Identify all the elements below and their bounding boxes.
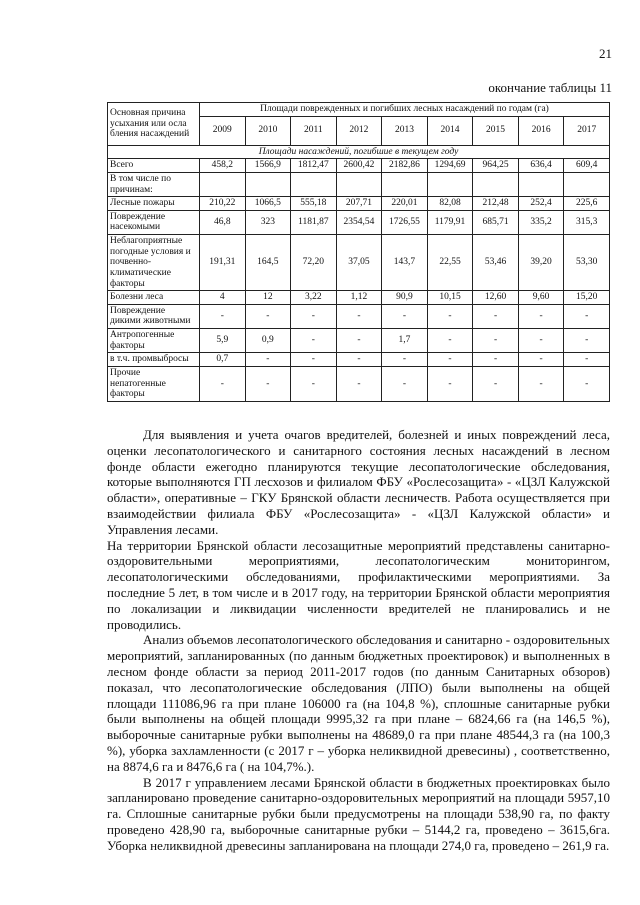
year-header: 2016 bbox=[518, 116, 564, 145]
year-header: 2015 bbox=[473, 116, 519, 145]
row-label: Неблагоприятные погодные условия и почвенно-климатические факторы bbox=[108, 235, 200, 291]
table-cell: 72,20 bbox=[291, 235, 337, 291]
table-cell: - bbox=[564, 329, 610, 353]
table-cell: - bbox=[473, 304, 519, 328]
table-cell: 225,6 bbox=[564, 197, 610, 211]
table-cell: 0,9 bbox=[245, 329, 291, 353]
table-cell: - bbox=[518, 329, 564, 353]
table-cell: - bbox=[382, 353, 428, 367]
table-cell: 2354,54 bbox=[336, 210, 382, 234]
table-cell: 964,25 bbox=[473, 159, 519, 173]
year-header: 2010 bbox=[245, 116, 291, 145]
table-cell bbox=[336, 172, 382, 196]
table-cell: 685,71 bbox=[473, 210, 519, 234]
table-cell: - bbox=[200, 366, 246, 401]
year-header: 2014 bbox=[427, 116, 473, 145]
table-cell: - bbox=[473, 366, 519, 401]
table-cell: 2182,86 bbox=[382, 159, 428, 173]
body-text bbox=[107, 427, 610, 854]
table-cell: 9,60 bbox=[518, 291, 564, 305]
table-cell: 22,55 bbox=[427, 235, 473, 291]
row-label: Болезни леса bbox=[108, 291, 200, 305]
row-label: Повреждение насекомыми bbox=[108, 210, 200, 234]
table-cell: 1066,5 bbox=[245, 197, 291, 211]
row-header-label: Основная причина усыхания или осла бления насаждений bbox=[108, 103, 200, 146]
table-cell: - bbox=[427, 366, 473, 401]
table-cell: - bbox=[291, 366, 337, 401]
data-table-container bbox=[107, 102, 610, 402]
table-cell: 12,60 bbox=[473, 291, 519, 305]
table-cell: 4 bbox=[200, 291, 246, 305]
table-cell: 53,30 bbox=[564, 235, 610, 291]
table-cell: - bbox=[245, 353, 291, 367]
table-cell: - bbox=[427, 329, 473, 353]
table-cell: - bbox=[564, 366, 610, 401]
row-label: Антропогенные факторы bbox=[108, 329, 200, 353]
row-label: в т.ч. промвыбросы bbox=[108, 353, 200, 367]
table-cell: - bbox=[336, 366, 382, 401]
table-row bbox=[108, 353, 610, 367]
table-cell: - bbox=[473, 329, 519, 353]
table-cell: 212,48 bbox=[473, 197, 519, 211]
table-cell: - bbox=[382, 304, 428, 328]
table-cell: 1726,55 bbox=[382, 210, 428, 234]
table-cell: 10,15 bbox=[427, 291, 473, 305]
year-header: 2011 bbox=[291, 116, 337, 145]
table-cell: - bbox=[291, 329, 337, 353]
table-row bbox=[108, 304, 610, 328]
table-cell: 3,22 bbox=[291, 291, 337, 305]
table-cell: - bbox=[336, 304, 382, 328]
page-number: 21 bbox=[599, 46, 612, 61]
table-cell: 82,08 bbox=[427, 197, 473, 211]
table-cell: 90,9 bbox=[382, 291, 428, 305]
table-row bbox=[108, 366, 610, 401]
row-label: Лесные пожары bbox=[108, 197, 200, 211]
table-cell: 1566,9 bbox=[245, 159, 291, 173]
table-cell: 164,5 bbox=[245, 235, 291, 291]
table-cell: 53,46 bbox=[473, 235, 519, 291]
group-header: Площади поврежденных и погибших лесных насаждений по годам (га) bbox=[200, 103, 610, 117]
table-cell: - bbox=[564, 353, 610, 367]
paragraph-3: Анализ объемов лесопатологического обследования и санитарно - оздоровительных мероприятий, запланированных (по данным бюджетных проектировок) и выполненных в лесном фонде области за период 2011-2017 годов (по данным Санитарных обзоров) показал, что лесопатологические обследования (ЛПО) были выполнены на общей площади 111086,96 га при плане 106000 га (на 104,8 %), сплошные санитарные рубки были выполнены на общей площади 9995,32 га при плане – 6824,66 га (на 146,5 %), выборочные санитарные рубки выполнены на 48689,0 га при плане 48544,3 га (на 100,3 %), уборка захламленности (с 2017 г – уборка неликвидной древесины) , соответственно, на 8874,6 га и 8476,6 га ( на 104,7%.). bbox=[107, 632, 610, 774]
table-row bbox=[108, 210, 610, 234]
table-cell: 252,4 bbox=[518, 197, 564, 211]
table-body bbox=[108, 145, 610, 401]
table-cell: 5,9 bbox=[200, 329, 246, 353]
table-cell: - bbox=[336, 353, 382, 367]
table-cell: 1181,87 bbox=[291, 210, 337, 234]
row-label: Всего bbox=[108, 159, 200, 173]
table-cell bbox=[382, 172, 428, 196]
table-caption: окончание таблицы 11 bbox=[488, 80, 612, 95]
table-cell: 323 bbox=[245, 210, 291, 234]
section-title-row bbox=[108, 145, 610, 159]
table-cell bbox=[245, 172, 291, 196]
row-label: Повреждение дикими животными bbox=[108, 304, 200, 328]
table-cell: 46,8 bbox=[200, 210, 246, 234]
table-cell: - bbox=[427, 353, 473, 367]
table-cell: 143,7 bbox=[382, 235, 428, 291]
table-cell bbox=[291, 172, 337, 196]
table-cell: 315,3 bbox=[564, 210, 610, 234]
paragraph-1: Для выявления и учета очагов вредителей, болезней и иных повреждений леса, оценки лесопатологического и санитарного состояния лесных насаждений в лесном фонде области ежегодно планируются текущие лесопатологические обследования, которые выполняются ГП лесхозов и филиалом ФБУ «Рослесозащита» - «ЦЗЛ Калужской области», оперативные – ГКУ Брянской области лесничеств. Работа осуществляется при взаимодействии филиала ФБУ «Рослесозащита» - «ЦЗЛ Калужской области» и Управления лесами. bbox=[107, 427, 610, 537]
table-cell: 636,4 bbox=[518, 159, 564, 173]
table-cell: 555,18 bbox=[291, 197, 337, 211]
table-cell: 1,7 bbox=[382, 329, 428, 353]
table-cell: - bbox=[518, 366, 564, 401]
paragraph-2: На территории Брянской области лесозащитные мероприятий представлены санитарно-оздоровительными мероприятиями, лесопатологическим мониторингом, лесопатологическими обследованиями, профилактическими мероприятиями. За последние 5 лет, в том числе и в 2017 году, на территории Брянской области мероприятия по локализации и ликвидации численности вредителей не планировались и не проводились. bbox=[107, 537, 610, 632]
table-cell: 191,31 bbox=[200, 235, 246, 291]
table-cell: 1812,47 bbox=[291, 159, 337, 173]
table-row bbox=[108, 291, 610, 305]
year-header: 2012 bbox=[336, 116, 382, 145]
table-cell: 2600,42 bbox=[336, 159, 382, 173]
table-cell: 1294,69 bbox=[427, 159, 473, 173]
table-cell: - bbox=[518, 304, 564, 328]
table-cell: - bbox=[200, 304, 246, 328]
table-row bbox=[108, 159, 610, 173]
table-cell: - bbox=[473, 353, 519, 367]
table-cell: 220,01 bbox=[382, 197, 428, 211]
table-cell: 1,12 bbox=[336, 291, 382, 305]
year-header: 2009 bbox=[200, 116, 246, 145]
table-cell bbox=[427, 172, 473, 196]
table-cell bbox=[518, 172, 564, 196]
table-cell: - bbox=[245, 304, 291, 328]
table-cell: - bbox=[564, 304, 610, 328]
table-cell: 335,2 bbox=[518, 210, 564, 234]
table-cell: - bbox=[382, 366, 428, 401]
table-row bbox=[108, 329, 610, 353]
row-label: В том числе по причинам: bbox=[108, 172, 200, 196]
table-row bbox=[108, 235, 610, 291]
table-row bbox=[108, 172, 610, 196]
table-row bbox=[108, 197, 610, 211]
table-cell: - bbox=[518, 353, 564, 367]
table-cell: 12 bbox=[245, 291, 291, 305]
table-cell: - bbox=[291, 304, 337, 328]
forest-damage-table bbox=[107, 102, 610, 402]
row-label: Прочие непатогенные факторы bbox=[108, 366, 200, 401]
table-cell: 1179,91 bbox=[427, 210, 473, 234]
table-cell: 207,71 bbox=[336, 197, 382, 211]
paragraph-4: В 2017 г управлением лесами Брянской области в бюджетных проектировках было запланировано проведение санитарно-оздоровительных мероприятий на площади 5957,10 га. Сплошные санитарные рубки были предусмотрены на площади 538,90 га, по факту проведено 428,90 га, выборочные санитарные рубки – 5144,2 га, проведено – 3615,6га. Уборка неликвидной древесины запланирована на площади 274,0 га, проведено – 261,9 га. bbox=[107, 774, 610, 853]
table-cell: - bbox=[245, 366, 291, 401]
table-cell: - bbox=[427, 304, 473, 328]
year-header: 2013 bbox=[382, 116, 428, 145]
table-cell: 0,7 bbox=[200, 353, 246, 367]
section-title: Площади насаждений, погибшие в текущем году bbox=[108, 145, 610, 159]
table-cell: 39,20 bbox=[518, 235, 564, 291]
table-cell: 458,2 bbox=[200, 159, 246, 173]
table-cell: 15,20 bbox=[564, 291, 610, 305]
table-cell: 37,05 bbox=[336, 235, 382, 291]
year-header: 2017 bbox=[564, 116, 610, 145]
table-cell: - bbox=[336, 329, 382, 353]
table-cell: - bbox=[291, 353, 337, 367]
table-cell bbox=[473, 172, 519, 196]
table-cell: 609,4 bbox=[564, 159, 610, 173]
table-cell: 210,22 bbox=[200, 197, 246, 211]
table-cell bbox=[564, 172, 610, 196]
table-cell bbox=[200, 172, 246, 196]
